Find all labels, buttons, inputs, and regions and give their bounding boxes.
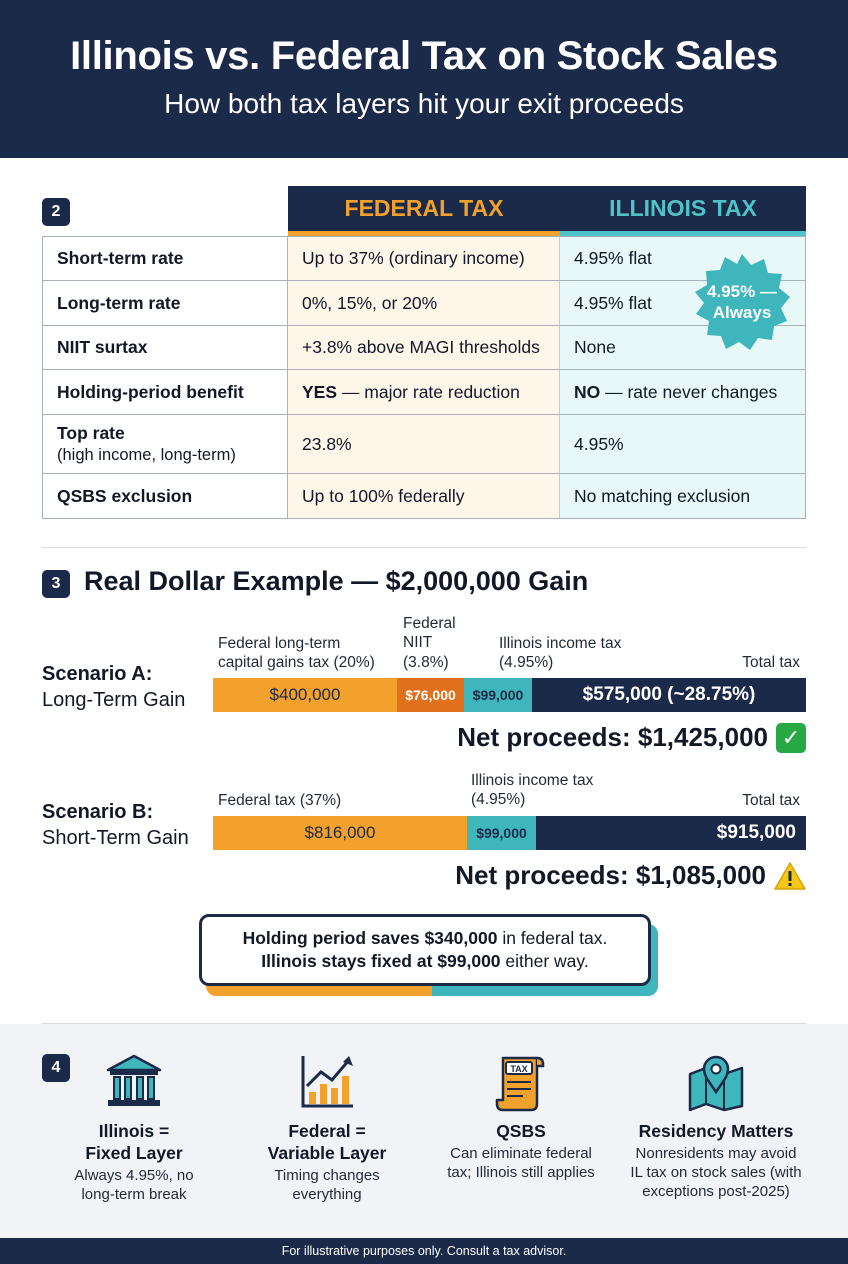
illinois-cell [560, 370, 805, 414]
scenario-a-net-proceeds [457, 722, 806, 753]
feature-description [610, 1144, 822, 1201]
feature-description [415, 1144, 627, 1182]
title-line: Fixed Layer [85, 1143, 183, 1164]
label-line: capital gains tax (20%) [218, 654, 375, 672]
illinois-cell: No matching exclusion [560, 474, 805, 518]
net-proceeds-text: Net proceeds: $1,425,000 [457, 722, 768, 752]
label-line: Federal long-term [218, 635, 341, 652]
feature-description [28, 1166, 240, 1204]
illinois-cell: 4.95% flat [560, 237, 805, 280]
title-line: Variable Layer [267, 1143, 387, 1164]
map-pin-icon [686, 1052, 746, 1112]
page-subtitle: How both tax layers hit your exit proceeds [164, 88, 684, 119]
title-line: Residency Matters [638, 1121, 794, 1141]
scenario-a-niit-label [403, 614, 456, 672]
scenario-a-niit-bar: $76,000 [397, 678, 464, 712]
label-line: (3.8%) [403, 653, 449, 671]
scenario-a-illinois-label [499, 634, 621, 673]
row-label [43, 415, 288, 473]
scenario-a-title [42, 662, 185, 713]
scenario-b-total-label: Total tax [742, 792, 800, 809]
row-label: Long-term rate [43, 281, 288, 325]
section-divider [42, 547, 806, 548]
federal-column-header: FEDERAL TAX [288, 186, 560, 236]
federal-cell: 0%, 15%, or 20% [288, 281, 560, 325]
label-line: (4.95%) [499, 654, 554, 672]
title-line: Federal = [288, 1121, 366, 1141]
callout-line-2 [261, 950, 588, 973]
label-line: (4.95%) [471, 791, 526, 809]
seal-line-1: 4.95% — [707, 281, 777, 301]
scenario-b-federal-label: Federal tax (37%) [218, 792, 342, 809]
illinois-cell: None [560, 326, 805, 369]
federal-yes-detail: — major rate reduction [337, 381, 520, 402]
desc-line: tax; Illinois still applies [447, 1164, 595, 1182]
label-line: Federal [403, 615, 456, 632]
section-badge-3: 3 [42, 570, 70, 598]
table-row [43, 237, 805, 281]
scenario-b-net-proceeds [455, 860, 806, 891]
federal-cell: +3.8% above MAGI thresholds [288, 326, 560, 369]
scenario-a-illinois-bar: $99,000 [464, 678, 532, 712]
scenario-a-federal-bar: $400,000 [213, 678, 397, 712]
callout-line-1-bold: Holding period saves $340,000 [242, 928, 498, 949]
table-row [43, 326, 805, 370]
table-row [43, 415, 805, 474]
check-mark-icon: ✓ [776, 723, 806, 753]
bank-building-icon [104, 1052, 164, 1112]
scenario-b-type: Short-Term Gain [42, 826, 189, 849]
section-3-title: Real Dollar Example — $2,000,000 Gain [84, 566, 589, 596]
illinois-no-detail: — rate never changes [600, 381, 778, 402]
key-takeaways-section [0, 1024, 848, 1238]
scenario-b-title [42, 800, 189, 851]
label-line: Illinois income tax [471, 772, 594, 789]
feature-description [221, 1166, 433, 1204]
callout-line-2-bold: Illinois stays fixed at $99,000 [261, 951, 501, 971]
row-label: Short-term rate [43, 237, 288, 280]
row-label: QSBS exclusion [43, 474, 288, 518]
row-label-main: Top rate [57, 423, 125, 443]
desc-line: Always 4.95%, no [74, 1167, 194, 1184]
desc-line: Can eliminate federal [450, 1145, 592, 1162]
net-proceeds-text: Net proceeds: $1,085,000 [455, 860, 766, 890]
feature-title [221, 1120, 433, 1164]
row-label: Holding-period benefit [43, 370, 288, 414]
callout-line-1 [243, 927, 608, 950]
scenario-b-total-bar: $915,000 [536, 816, 806, 850]
header-banner [0, 0, 848, 158]
section-badge-2: 2 [42, 198, 70, 226]
desc-line: exceptions post-2025) [642, 1183, 790, 1201]
desc-line: everything [292, 1186, 362, 1204]
feature-title [610, 1120, 822, 1142]
desc-line: Nonresidents may avoid [635, 1145, 797, 1162]
illinois-column-header: ILLINOIS TAX [560, 186, 806, 236]
table-row [43, 370, 805, 415]
tax-label: TAX [510, 1064, 528, 1074]
federal-cell: 23.8% [288, 415, 560, 473]
tax-document-icon [491, 1052, 551, 1112]
scenario-a-type: Long-Term Gain [42, 688, 186, 711]
label-line: Illinois income tax [499, 635, 622, 652]
table-row [43, 474, 805, 518]
section-badge-4: 4 [42, 1054, 70, 1082]
federal-cell: Up to 37% (ordinary income) [288, 237, 560, 280]
feature-title [28, 1120, 240, 1164]
always-seal-badge [692, 252, 792, 352]
scenario-b-name: Scenario B: [42, 801, 154, 823]
scenario-a-total-label: Total tax [742, 654, 800, 671]
federal-cell: Up to 100% federally [288, 474, 560, 518]
savings-callout [199, 914, 651, 986]
callout-line-2-rest: either way. [500, 951, 589, 971]
desc-line: IL tax on stock sales (with [630, 1164, 802, 1182]
desc-line: Timing changes [274, 1167, 380, 1184]
scenario-b-illinois-bar: $99,000 [467, 816, 536, 850]
title-line: Illinois = [98, 1121, 170, 1141]
table-row [43, 281, 805, 326]
illinois-cell: 4.95% flat [560, 281, 805, 325]
seal-line-2: Always [712, 303, 772, 322]
desc-line: long-term break [81, 1186, 187, 1204]
title-line: QSBS [496, 1121, 546, 1141]
scenario-a-total-bar: $575,000 (~28.75%) [532, 678, 806, 712]
illinois-cell: 4.95% [560, 415, 805, 473]
footer-disclaimer: For illustrative purposes only. Consult a tax advisor. [0, 1238, 848, 1264]
scenario-b-illinois-label [471, 771, 593, 810]
warning-icon [774, 861, 806, 891]
illinois-no: NO [574, 381, 601, 402]
row-label: NIIT surtax [43, 326, 288, 369]
federal-yes: YES [302, 381, 338, 402]
feature-title [415, 1120, 627, 1142]
scenario-a-name: Scenario A: [42, 663, 153, 685]
callout-line-1-rest: in federal tax. [497, 928, 608, 949]
growth-chart-icon [297, 1052, 357, 1112]
label-line: NIIT [403, 634, 433, 652]
page-title: Illinois vs. Federal Tax on Stock Sales [70, 34, 778, 78]
federal-cell [288, 370, 560, 414]
scenario-a-federal-label [218, 634, 375, 673]
row-label-sub: (high income, long-term) [57, 446, 236, 464]
scenario-b-federal-bar: $816,000 [213, 816, 467, 850]
